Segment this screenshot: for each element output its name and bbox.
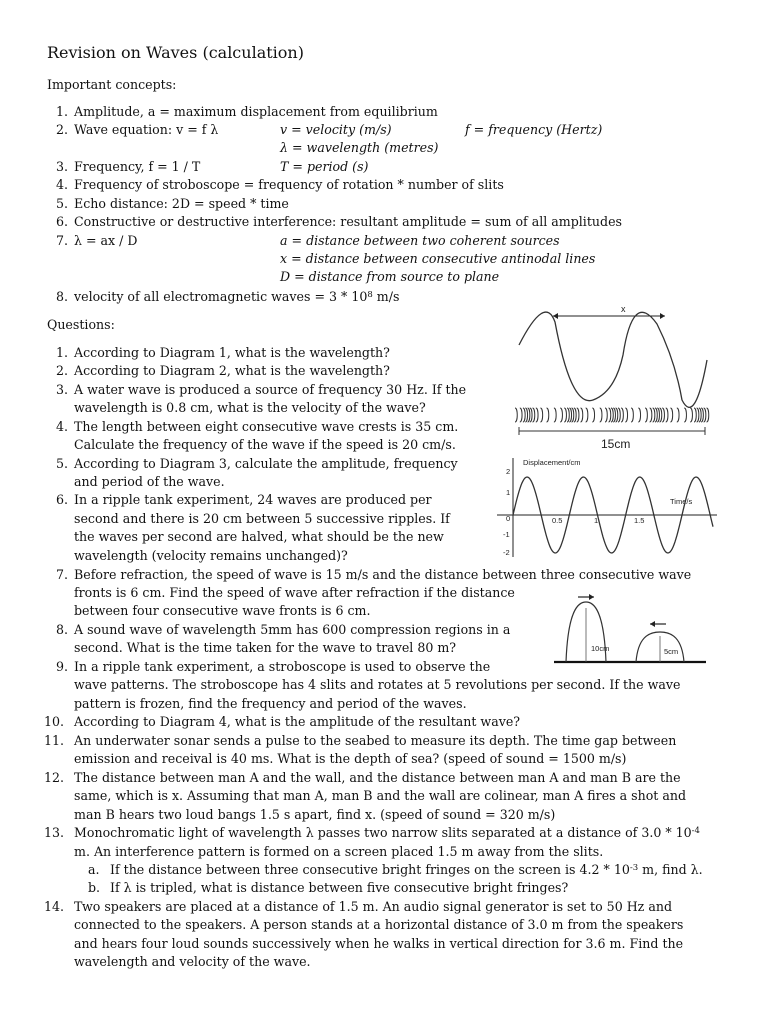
y-tick: -1 — [503, 530, 510, 539]
question-text: wavelength (velocity remains unchanged)? — [74, 548, 348, 563]
sub-question — [0, 861, 768, 879]
question-text: A water wave is produced a source of frequency 30 Hz. If the — [74, 382, 467, 397]
question-item — [0, 769, 768, 787]
question-text: The distance between man A and the wall, and the distance between man A and man B are the — [74, 770, 681, 785]
concept-item — [0, 176, 768, 194]
item-number: 10. — [43, 714, 64, 729]
item-number: 6. — [55, 492, 68, 507]
item-number: 3. — [55, 159, 68, 174]
concept-item — [0, 195, 768, 213]
question-text: pattern is frozen, find the frequency and period of the waves. — [74, 696, 467, 711]
question-line — [0, 953, 768, 971]
question-text: wavelength and velocity of the wave. — [74, 954, 311, 969]
question-text: In a ripple tank experiment, 24 waves are produced per — [74, 492, 432, 507]
question-text: The length between eight consecutive wave crests is 35 cm. — [74, 419, 459, 434]
item-number: 4. — [55, 419, 68, 434]
x-tick: 1.5 — [634, 516, 645, 525]
question-line — [0, 935, 768, 953]
question-text: wavelength is 0.8 cm, what is the velocity of the wave? — [74, 400, 426, 415]
concept-note: v = velocity (m/s) — [280, 122, 392, 137]
question-text: fronts is 6 cm. Find the speed of wave after refraction if the distance — [74, 585, 515, 600]
diagram-4-pulses — [550, 592, 710, 668]
question-text: second. What is the time taken for the wave to travel 80 m? — [74, 640, 457, 655]
question-text: According to Diagram 4, what is the amplitude of the resultant wave? — [74, 714, 521, 729]
diagram-1-transverse-wave — [505, 300, 720, 408]
item-number: 7. — [55, 567, 68, 582]
questions-heading: Questions: — [47, 317, 115, 332]
question-text: the waves per second are halved, what should be the new — [74, 529, 444, 544]
item-number: 4. — [55, 177, 68, 192]
y-tick: 0 — [506, 514, 511, 523]
length-label: 15cm — [601, 437, 631, 451]
y-tick: -2 — [503, 548, 510, 557]
item-number: 13. — [43, 825, 64, 840]
question-text: and period of the wave. — [74, 474, 225, 489]
item-number: 3. — [55, 382, 68, 397]
question-item — [0, 713, 768, 731]
sub-question-text: If λ is tripled, what is distance between five consecutive bright fringes? — [110, 880, 569, 895]
item-number: 12. — [43, 770, 64, 785]
concepts-heading: Important concepts: — [47, 77, 177, 92]
question-item — [0, 824, 768, 842]
sub-question-label: a. — [88, 862, 100, 877]
question-text: An underwater sonar sends a pulse to the seabed to measure its depth. The time gap between — [74, 733, 677, 748]
short-height-label: 5cm — [664, 647, 679, 656]
sub-question-label: b. — [88, 880, 101, 895]
concept-text: Echo distance: 2D = speed * time — [74, 196, 289, 211]
concept-text: Frequency of stroboscope = frequency of rotation * number of slits — [74, 177, 504, 192]
item-number: 14. — [43, 899, 64, 914]
item-number: 8. — [55, 622, 68, 637]
x-axis-label: Time/s — [670, 497, 693, 506]
item-number: 2. — [55, 122, 68, 137]
concept-item — [0, 158, 768, 176]
question-text: between four consecutive wave fronts is 6 cm. — [74, 603, 371, 618]
item-number: 1. — [55, 104, 68, 119]
wave-curve — [519, 312, 707, 407]
question-text: Calculate the frequency of the wave if the speed is 20 cm/s. — [74, 437, 456, 452]
question-text: second and there is 20 cm between 5 successive ripples. If — [74, 511, 450, 526]
item-number: 1. — [55, 345, 68, 360]
question-item — [0, 898, 768, 916]
concept-item-continued — [0, 268, 768, 286]
concept-text: Frequency, f = 1 / T — [74, 159, 201, 174]
question-text: man B hears two loud bangs 1.5 s apart, find x. (speed of sound = 320 m/s) — [74, 807, 556, 822]
question-item — [0, 566, 768, 584]
concept-note: f = frequency (Hertz) — [465, 122, 603, 137]
concept-note: D = distance from source to plane — [280, 269, 500, 284]
tall-height-label: 10cm — [591, 644, 610, 653]
question-line — [0, 695, 768, 713]
y-tick: 2 — [506, 467, 511, 476]
concept-item — [0, 213, 768, 231]
spring-coils — [515, 408, 709, 422]
page-title: Revision on Waves (calculation) — [47, 43, 304, 62]
short-pulse-arrowhead — [650, 621, 655, 627]
item-number: 5. — [55, 456, 68, 471]
concept-item — [0, 103, 768, 121]
concept-text: velocity of all electromagnetic waves = $3 * 10^8$ m/s — [74, 289, 400, 304]
question-text: In a ripple tank experiment, a stroboscope is used to observe the — [74, 659, 491, 674]
concept-text: Wave equation: v = f λ — [74, 122, 219, 137]
question-line — [0, 916, 768, 934]
concept-text: Amplitude, a = maximum displacement from equilibrium — [74, 104, 438, 119]
item-number: 7. — [55, 233, 68, 248]
question-text: Two speakers are placed at a distance of 1.5 m. An audio signal generator is set to 50 Hz and — [74, 899, 673, 914]
question-line — [0, 806, 768, 824]
concept-item-continued — [0, 250, 768, 268]
tall-pulse-arrowhead — [589, 594, 594, 600]
item-number: 6. — [55, 214, 68, 229]
concept-note: a = distance between two coherent sources — [280, 233, 560, 248]
y-tick: 1 — [506, 488, 511, 497]
question-item — [0, 732, 768, 750]
question-text: emission and receival is 40 ms. What is the depth of sea? (speed of sound = 1500 m/s) — [74, 751, 627, 766]
x-tick: 0.5 — [552, 516, 563, 525]
concept-note: λ = wavelength (metres) — [280, 140, 439, 155]
x-tick: 1 — [594, 516, 599, 525]
item-number: 8. — [55, 289, 68, 304]
concept-note: x = distance between consecutive antinodal lines — [280, 251, 596, 266]
question-line — [0, 676, 768, 694]
question-text: A sound wave of wavelength 5mm has 600 compression regions in a — [74, 622, 511, 637]
item-number: 11. — [43, 733, 64, 748]
y-axis-label: Displacement/cm — [523, 458, 581, 467]
diagram-3-displacement-time-graph — [495, 455, 720, 560]
question-text: connected to the speakers. A person stands at a horizontal distance of 3.0 m from the speakers — [74, 917, 684, 932]
question-text: and hears four loud sounds successively when he walks in vertical direction for 3.6 m. Find the — [74, 936, 684, 951]
concept-text: Constructive or destructive interference: resultant amplitude = sum of all amplitudes — [74, 214, 622, 229]
question-text: Monochromatic light of wavelength λ passes two narrow slits separated at a distance of $3.0 * 10^{-4}$ — [74, 825, 700, 840]
item-number: 5. — [55, 196, 68, 211]
concept-item-continued — [0, 139, 768, 157]
question-text: According to Diagram 2, what is the wavelength? — [74, 363, 390, 378]
question-line — [0, 843, 768, 861]
diagram-2-longitudinal-wave — [505, 404, 720, 452]
concept-item — [0, 232, 768, 250]
question-text: According to Diagram 1, what is the wavelength? — [74, 345, 390, 360]
question-line — [0, 750, 768, 768]
question-text: m. An interference pattern is formed on a screen placed 1.5 m away from the slits. — [74, 844, 604, 859]
item-number: 2. — [55, 363, 68, 378]
concept-text: λ = ax / D — [74, 233, 138, 248]
concept-item — [0, 121, 768, 139]
sub-question-text: If the distance between three consecutive bright fringes on the screen is $4.2 * 10^{-3}$ m, find λ. — [110, 862, 703, 877]
sub-question — [0, 879, 768, 897]
question-text: According to Diagram 3, calculate the amplitude, frequency — [74, 456, 458, 471]
question-text: same, which is x. Assuming that man A, man B and the wall are colinear, man A fires a shot and — [74, 788, 687, 803]
question-text: wave patterns. The stroboscope has 4 slits and rotates at 5 revolutions per second. If the wave — [74, 677, 681, 692]
concept-note: T = period (s) — [280, 159, 369, 174]
wavelength-label: x — [621, 304, 626, 314]
item-number: 9. — [55, 659, 68, 674]
question-text: Before refraction, the speed of wave is 15 m/s and the distance between three consecutive wave — [74, 567, 692, 582]
question-line — [0, 787, 768, 805]
